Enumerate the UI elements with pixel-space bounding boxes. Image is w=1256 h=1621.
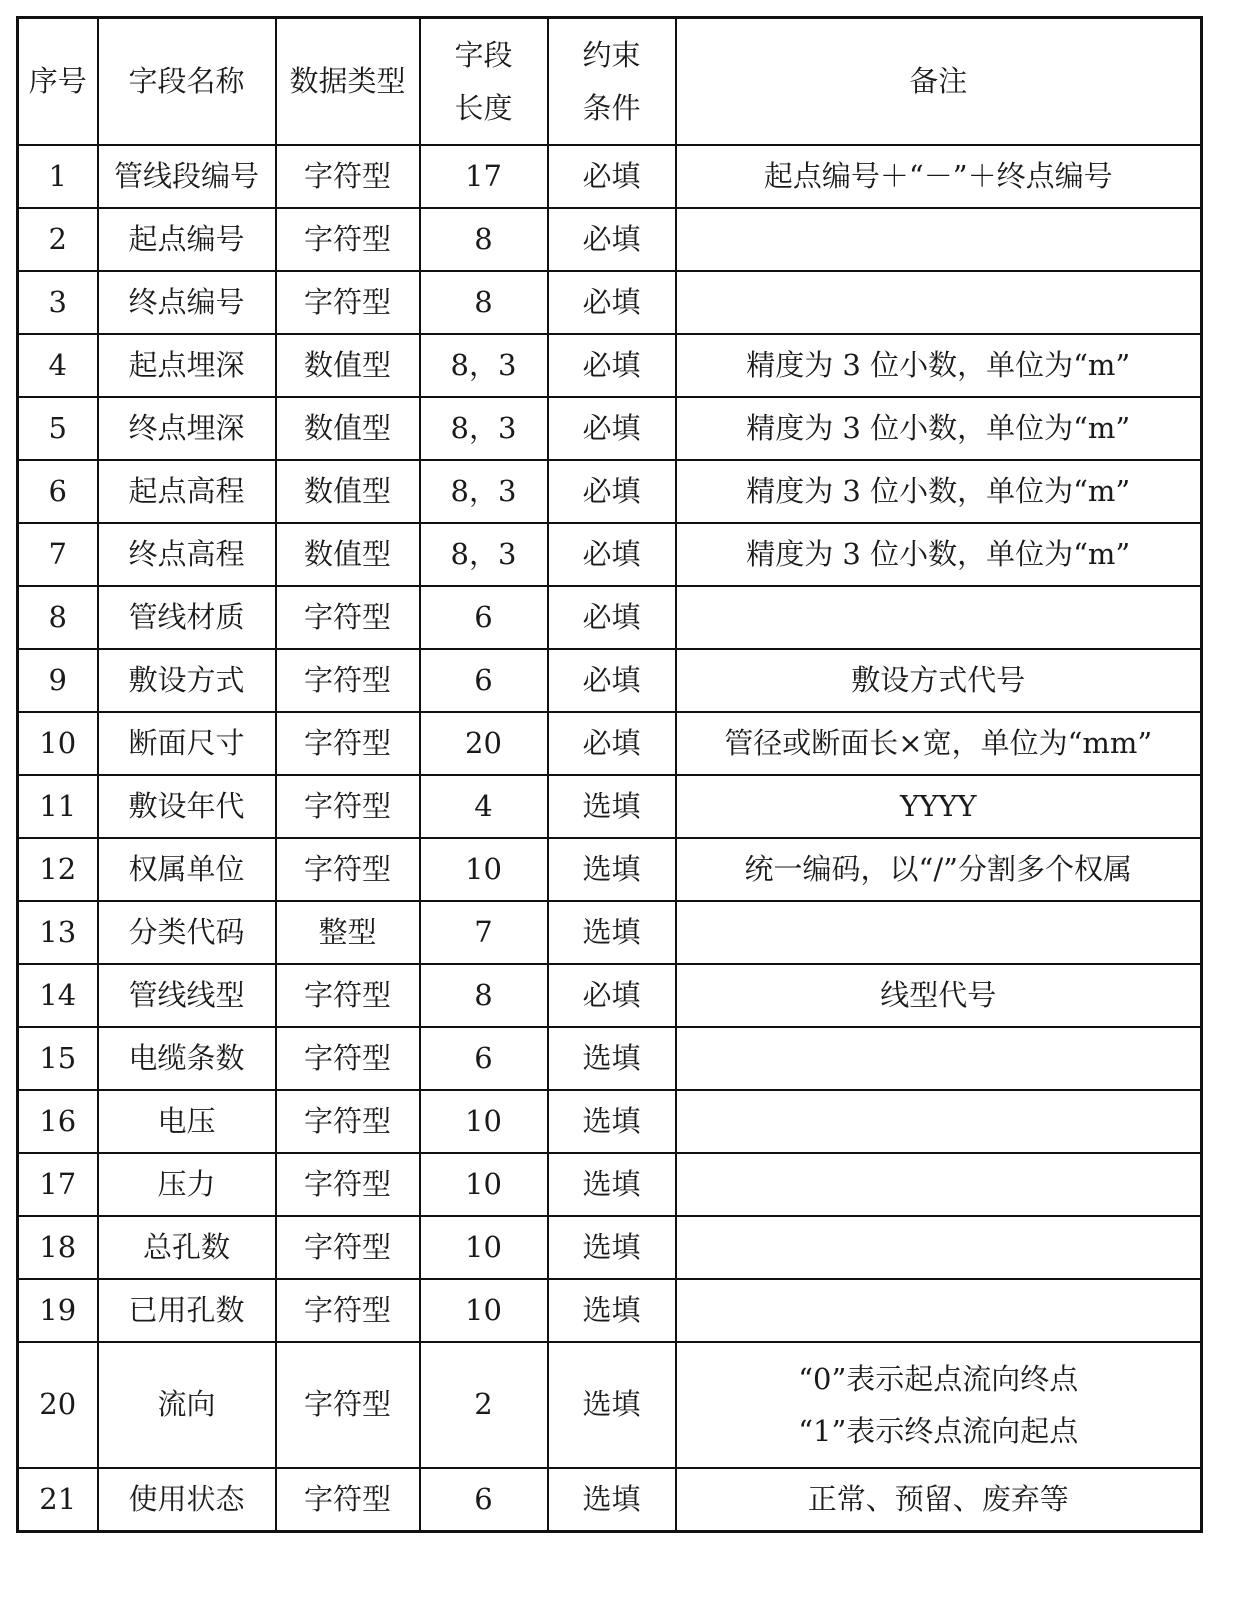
table-row	[18, 460, 1202, 523]
cell-constraint: 必填	[548, 964, 676, 1027]
table-row	[18, 1153, 1202, 1216]
cell-field-name: 分类代码	[98, 901, 276, 964]
cell-data-type: 数值型	[276, 460, 420, 523]
cell-no: 6	[18, 460, 98, 523]
header-constraint	[548, 18, 676, 146]
cell-field-name: 使用状态	[98, 1468, 276, 1532]
cell-constraint: 必填	[548, 145, 676, 208]
remark-line: 起点编号＋“－”＋终点编号	[763, 159, 1113, 194]
cell-field-name: 权属单位	[98, 838, 276, 901]
cell-remark	[676, 901, 1202, 964]
cell-field-name: 流向	[98, 1342, 276, 1468]
cell-field-length: 8	[420, 271, 548, 334]
remark-line: 精度为 3 位小数，单位为“m”	[746, 474, 1131, 509]
cell-field-length: 6	[420, 586, 548, 649]
cell-data-type: 字符型	[276, 271, 420, 334]
cell-remark	[676, 964, 1202, 1027]
cell-remark	[676, 1090, 1202, 1153]
cell-data-type: 字符型	[276, 1153, 420, 1216]
cell-constraint: 选填	[548, 1468, 676, 1532]
table-row	[18, 649, 1202, 712]
cell-field-length: 2	[420, 1342, 548, 1468]
cell-constraint: 必填	[548, 397, 676, 460]
cell-no: 13	[18, 901, 98, 964]
cell-field-name: 管线线型	[98, 964, 276, 1027]
remark-line: “1”表示终点流向起点	[798, 1414, 1079, 1448]
table-row	[18, 964, 1202, 1027]
cell-constraint: 选填	[548, 1216, 676, 1279]
cell-constraint: 选填	[548, 775, 676, 838]
remark-line: 敷设方式代号	[851, 663, 1026, 698]
cell-remark	[676, 271, 1202, 334]
cell-field-name: 起点埋深	[98, 334, 276, 397]
table-row	[18, 271, 1202, 334]
cell-data-type: 数值型	[276, 334, 420, 397]
remark-line: 统一编码，以“/”分割多个权属	[744, 852, 1132, 887]
cell-field-length: 8	[420, 208, 548, 271]
cell-remark	[676, 1279, 1202, 1342]
cell-remark	[676, 838, 1202, 901]
table-body	[18, 145, 1202, 1532]
header-field-length-line-2: 长度	[454, 90, 513, 125]
cell-no: 11	[18, 775, 98, 838]
cell-field-name: 电压	[98, 1090, 276, 1153]
cell-no: 12	[18, 838, 98, 901]
cell-remark	[676, 1216, 1202, 1279]
cell-no: 2	[18, 208, 98, 271]
remark-line: 精度为 3 位小数，单位为“m”	[746, 411, 1131, 446]
table-row	[18, 838, 1202, 901]
cell-data-type: 字符型	[276, 838, 420, 901]
table-row	[18, 523, 1202, 586]
field-definition-table	[16, 16, 1203, 1533]
table-header-row	[18, 18, 1202, 146]
cell-remark	[676, 712, 1202, 775]
cell-remark	[676, 397, 1202, 460]
cell-data-type: 字符型	[276, 1342, 420, 1468]
cell-field-length: 6	[420, 649, 548, 712]
header-constraint-line-2: 条件	[582, 90, 641, 125]
cell-constraint: 必填	[548, 586, 676, 649]
cell-remark	[676, 523, 1202, 586]
header-data-type: 数据类型	[276, 18, 420, 146]
cell-no: 19	[18, 1279, 98, 1342]
cell-data-type: 字符型	[276, 649, 420, 712]
table-row	[18, 208, 1202, 271]
cell-remark	[676, 775, 1202, 838]
cell-field-length: 8，3	[420, 397, 548, 460]
header-constraint-line-1: 约束	[582, 38, 641, 73]
table-row	[18, 586, 1202, 649]
remark-line: 正常、预留、废弃等	[807, 1482, 1069, 1517]
remark-line: YYYY	[899, 789, 977, 824]
cell-no: 21	[18, 1468, 98, 1532]
table-row	[18, 775, 1202, 838]
cell-field-name: 终点埋深	[98, 397, 276, 460]
cell-field-length: 8，3	[420, 460, 548, 523]
cell-field-name: 敷设方式	[98, 649, 276, 712]
table-row	[18, 1279, 1202, 1342]
cell-field-length: 10	[420, 838, 548, 901]
table-row	[18, 397, 1202, 460]
remark-line: 精度为 3 位小数，单位为“m”	[746, 348, 1131, 383]
cell-remark	[676, 460, 1202, 523]
cell-constraint: 必填	[548, 523, 676, 586]
cell-data-type: 字符型	[276, 964, 420, 1027]
remark-line: 管径或断面长×宽，单位为“mm”	[724, 726, 1153, 761]
cell-field-length: 10	[420, 1279, 548, 1342]
cell-remark	[676, 1342, 1202, 1468]
cell-no: 7	[18, 523, 98, 586]
table-row	[18, 1090, 1202, 1153]
remark-line: “0”表示起点流向终点	[798, 1361, 1079, 1396]
cell-no: 4	[18, 334, 98, 397]
cell-no: 18	[18, 1216, 98, 1279]
cell-field-name: 敷设年代	[98, 775, 276, 838]
table-wrapper	[16, 16, 1203, 1533]
cell-remark	[676, 334, 1202, 397]
cell-constraint: 选填	[548, 838, 676, 901]
cell-constraint: 必填	[548, 334, 676, 397]
cell-constraint: 选填	[548, 1279, 676, 1342]
cell-no: 10	[18, 712, 98, 775]
cell-data-type: 字符型	[276, 208, 420, 271]
table-row	[18, 145, 1202, 208]
header-field-name: 字段名称	[98, 18, 276, 146]
cell-remark	[676, 586, 1202, 649]
header-field-length-line-1: 字段	[454, 38, 513, 73]
cell-constraint: 必填	[548, 460, 676, 523]
header-no: 序号	[18, 18, 98, 146]
cell-constraint: 必填	[548, 271, 676, 334]
cell-constraint: 必填	[548, 208, 676, 271]
cell-data-type: 字符型	[276, 775, 420, 838]
cell-no: 3	[18, 271, 98, 334]
cell-field-length: 6	[420, 1468, 548, 1532]
cell-field-length: 10	[420, 1216, 548, 1279]
cell-data-type: 字符型	[276, 1279, 420, 1342]
header-field-length	[420, 18, 548, 146]
cell-data-type: 数值型	[276, 523, 420, 586]
cell-data-type: 字符型	[276, 712, 420, 775]
cell-field-name: 起点高程	[98, 460, 276, 523]
cell-field-name: 电缆条数	[98, 1027, 276, 1090]
cell-field-name: 起点编号	[98, 208, 276, 271]
remark-line: 精度为 3 位小数，单位为“m”	[746, 537, 1131, 572]
cell-field-length: 17	[420, 145, 548, 208]
header-remark: 备注	[676, 18, 1202, 146]
cell-data-type: 字符型	[276, 1216, 420, 1279]
cell-constraint: 选填	[548, 1027, 676, 1090]
cell-remark	[676, 145, 1202, 208]
cell-no: 16	[18, 1090, 98, 1153]
table-row	[18, 712, 1202, 775]
cell-field-name: 管线材质	[98, 586, 276, 649]
cell-field-length: 8，3	[420, 334, 548, 397]
remark-line: 线型代号	[880, 978, 997, 1013]
cell-constraint: 必填	[548, 712, 676, 775]
cell-field-name: 压力	[98, 1153, 276, 1216]
cell-data-type: 字符型	[276, 1468, 420, 1532]
cell-remark	[676, 649, 1202, 712]
cell-field-length: 4	[420, 775, 548, 838]
cell-data-type: 字符型	[276, 586, 420, 649]
cell-remark	[676, 1468, 1202, 1532]
table-row	[18, 901, 1202, 964]
cell-no: 15	[18, 1027, 98, 1090]
cell-field-length: 20	[420, 712, 548, 775]
cell-field-length: 8	[420, 964, 548, 1027]
cell-field-name: 管线段编号	[98, 145, 276, 208]
cell-remark	[676, 208, 1202, 271]
cell-no: 1	[18, 145, 98, 208]
cell-field-name: 总孔数	[98, 1216, 276, 1279]
cell-no: 17	[18, 1153, 98, 1216]
cell-no: 8	[18, 586, 98, 649]
cell-field-length: 10	[420, 1090, 548, 1153]
table-row	[18, 1468, 1202, 1532]
cell-remark	[676, 1027, 1202, 1090]
cell-remark	[676, 1153, 1202, 1216]
cell-no: 9	[18, 649, 98, 712]
cell-field-name: 断面尺寸	[98, 712, 276, 775]
cell-data-type: 字符型	[276, 145, 420, 208]
cell-constraint: 选填	[548, 1153, 676, 1216]
cell-no: 20	[18, 1342, 98, 1468]
cell-no: 5	[18, 397, 98, 460]
cell-data-type: 数值型	[276, 397, 420, 460]
cell-field-name: 终点高程	[98, 523, 276, 586]
cell-data-type: 整型	[276, 901, 420, 964]
cell-constraint: 必填	[548, 649, 676, 712]
cell-field-length: 8，3	[420, 523, 548, 586]
cell-field-name: 已用孔数	[98, 1279, 276, 1342]
cell-field-length: 6	[420, 1027, 548, 1090]
cell-field-name: 终点编号	[98, 271, 276, 334]
cell-no: 14	[18, 964, 98, 1027]
table-row	[18, 1027, 1202, 1090]
cell-field-length: 7	[420, 901, 548, 964]
cell-constraint: 选填	[548, 1090, 676, 1153]
cell-constraint: 选填	[548, 1342, 676, 1468]
cell-constraint: 选填	[548, 901, 676, 964]
table-row	[18, 1342, 1202, 1468]
table-row	[18, 334, 1202, 397]
cell-data-type: 字符型	[276, 1090, 420, 1153]
cell-data-type: 字符型	[276, 1027, 420, 1090]
cell-field-length: 10	[420, 1153, 548, 1216]
table-row	[18, 1216, 1202, 1279]
